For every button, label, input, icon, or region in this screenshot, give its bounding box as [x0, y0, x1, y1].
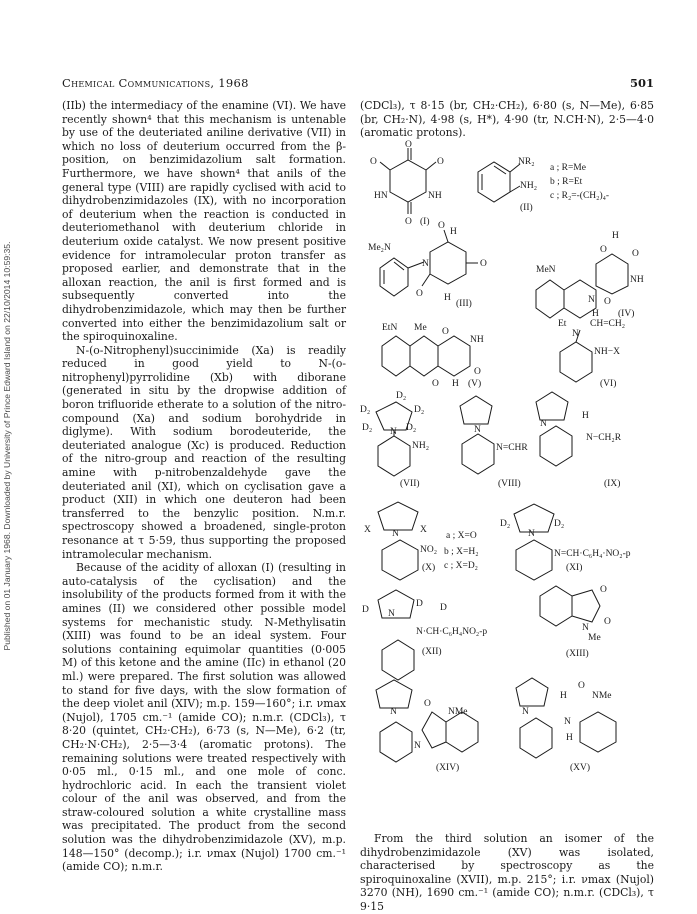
- right-column-top: [360, 99, 654, 140]
- compound-id: (I): [420, 217, 430, 227]
- journal-title: Chemical Communications, 1968: [62, 76, 249, 90]
- atom-label: N·CH·C₆H₄NO₂-p: [416, 627, 488, 637]
- atom-label: N: [522, 707, 529, 717]
- atom-label: D₂: [500, 519, 511, 529]
- atom-label: O: [432, 379, 439, 389]
- atom-label: N=CHR: [496, 443, 528, 453]
- atom-label: D: [416, 599, 423, 609]
- atom-label: O: [370, 157, 377, 167]
- paragraph-3: Because of the acidity of alloxan (I) (resulting in auto-catalysis of the cyclisation) and the insolubility of the products formed from it with the amines (II) we considered other possible model systems for mechanistic study. N-Methylisatin (XIII) was found to be an ideal system. Four solutions containing equimolar quantities (0·005 M) of this ketone and the amine (IIc) in ethanol (20 ml.) were prepared. The first solution was allowed to stand for five days, with the slow formation of the deep violet anil (XIV); m.p. 159—160°; i.r. νmax (Nujol), 1705 cm.⁻¹ (amide CO); n.m.r. (CDCl₃), τ 8·20 (quintet, CH₂·CH₂), 6·73 (s, N—Me), 6·2 (tr, CH₂·N·CH₂), 2·5—3·4 (aromatic protons). The remaining solutions were treated respectively with 0·05 ml., 0·15 ml., and one mole of conc. hydrochloric acid. In each the transient violet colour of the anil was observed, and from the straw-coloured solution a white crystalline mass was precipitated. The product from the second solution was the dihydrobenzimidazole (XV), m.p. 148—150° (decomp.); i.r. νmax (Nujol) 1700 cm.⁻¹ (amide CO); n.m.r.: [62, 561, 346, 874]
- compound-id: (III): [456, 299, 472, 309]
- compound-id: (XIII): [566, 649, 589, 659]
- page-number: 501: [629, 76, 654, 90]
- atom-label: Me: [414, 323, 427, 333]
- atom-label: O: [405, 217, 412, 227]
- structure-XV: [516, 678, 616, 773]
- atom-label: D₂: [406, 423, 417, 433]
- atom-label: NH: [630, 275, 644, 285]
- atom-label: N: [564, 717, 571, 727]
- atom-label: H: [592, 309, 599, 319]
- substituent-legend: a ; R=Me: [550, 163, 586, 173]
- atom-label: NH: [470, 335, 484, 345]
- atom-label: O: [437, 157, 444, 167]
- substituent-legend: a ; X=O: [446, 531, 477, 541]
- atom-label: N: [588, 295, 595, 305]
- atom-label: Et: [558, 319, 567, 329]
- atom-label: NH: [428, 191, 442, 201]
- atom-label: H: [444, 293, 451, 303]
- substituent-legend: c ; R₂=-(CH₂)₄-: [550, 191, 610, 201]
- atom-label: O: [405, 140, 412, 150]
- structure-XIV: [376, 680, 478, 773]
- structure-X: [364, 502, 479, 580]
- structure-figure: [360, 140, 656, 872]
- substituent-legend: b ; R=Et: [550, 177, 583, 187]
- atom-label: O: [600, 585, 607, 595]
- structure-VIII: [460, 396, 528, 489]
- atom-label: N−CH₂R: [586, 433, 622, 443]
- atom-label: NO₂: [420, 545, 438, 555]
- atom-label: H: [450, 227, 457, 237]
- atom-label: O: [604, 617, 611, 627]
- atom-label: NH−X: [594, 347, 620, 357]
- atom-label: O: [424, 699, 431, 709]
- atom-label: EtN: [382, 323, 398, 333]
- right-column-bottom: [360, 832, 654, 914]
- structure-IX: [536, 392, 622, 489]
- compound-id: (XV): [570, 763, 591, 773]
- nmr-continuation: (CDCl₃), τ 8·15 (br, CH₂·CH₂), 6·80 (s, N—Me), 6·85 (br, CH₂·N), 4·98 (s, H*), 4·90 (tr, N.CH·N), 2·5—4·0 (aromatic protons).: [360, 99, 654, 140]
- paragraph-xv-isomer: From the third solution an isomer of the dihydrobenzimidazole (XV) was isolated, characterised by spectroscopy as the spiroquinoxaline (XVII), m.p. 215°; i.r. νmax (Nujol) 3270 (NH), 1690 cm.⁻¹ (amide CO); n.m.r. (CDCl₃), τ 9·15: [360, 832, 654, 913]
- atom-label: CH=CH₂: [590, 319, 626, 329]
- compound-id: (XII): [422, 647, 442, 657]
- atom-label: N: [388, 609, 395, 619]
- atom-label: D: [440, 603, 447, 613]
- paragraph-2: N-(o-Nitrophenyl)succinimide (Xa) is readily reduced in good yield to N-(o-nitrophenyl)pyrrolidine (Xb) with diborane (generated in situ by the dropwise addition of boron trifluoride etherate to a solution of the nitro-compound (Xa) and sodium borohydride in diglyme). With sodium borodeuteride, the deuteriated analogue (Xc) is produced. Reduction of the nitro-group and reaction of the resulting amine with p-nitrobenzaldehyde gave the deuteriated anil (XI), which on cyclisation gave a product (XII) in which one deuteron had been transferred to the benzylic position. N.m.r. spectroscopy showed a broadened, single-proton resonance at τ 5·59, thus supporting the proposed intramolecular mechanism.: [62, 343, 346, 561]
- atom-label: D₂: [396, 391, 407, 401]
- atom-label: Me: [588, 633, 601, 643]
- atom-label: N: [572, 329, 579, 339]
- atom-label: N: [422, 259, 429, 269]
- compound-id: (VIII): [498, 479, 521, 489]
- atom-label: H: [560, 691, 567, 701]
- compound-id: (IX): [604, 479, 621, 489]
- compound-id: (XIV): [436, 763, 460, 773]
- compound-id: (IV): [618, 309, 635, 319]
- atom-label: D₂: [414, 405, 425, 415]
- atom-label: H: [566, 733, 573, 743]
- atom-label: D₂: [362, 423, 373, 433]
- structure-XIII: [540, 585, 611, 659]
- compound-id: (VII): [400, 479, 420, 489]
- atom-label: NH₂: [412, 441, 430, 451]
- atom-label: N: [474, 425, 481, 435]
- compound-id: (VI): [600, 379, 617, 389]
- atom-label: N: [414, 741, 421, 751]
- atom-label: N: [540, 419, 547, 429]
- atom-label: O: [604, 297, 611, 307]
- atom-label: NMe: [448, 707, 468, 717]
- atom-label: HN: [374, 191, 388, 201]
- substituent-legend: c ; X=D₂: [444, 561, 478, 571]
- atom-label: O: [474, 367, 481, 377]
- left-column: [62, 99, 346, 874]
- atom-label: O: [632, 249, 639, 259]
- structure-XII: [362, 590, 487, 680]
- structure-I: [370, 140, 444, 227]
- atom-label: D₂: [554, 519, 565, 529]
- structure-III: [368, 221, 487, 309]
- compound-id: (X): [422, 563, 436, 573]
- atom-label: O: [480, 259, 487, 269]
- page-header: [62, 76, 654, 92]
- atom-label: NMe: [592, 691, 612, 701]
- atom-label: N: [392, 529, 399, 539]
- atom-label: D: [362, 605, 369, 615]
- structure-IV: [536, 231, 644, 319]
- atom-label: N: [582, 623, 589, 633]
- provenance-note: Published on 01 January 1968. Downloaded by University of Prince Edward Island on 22/10/2014 10:59:35.: [2, 241, 12, 651]
- compound-id: (XI): [566, 563, 583, 573]
- structure-XI: [500, 504, 631, 580]
- atom-label: X: [364, 525, 371, 535]
- atom-label: H: [612, 231, 619, 241]
- atom-label: O: [578, 681, 585, 691]
- substituent-legend: b ; X=H₂: [444, 547, 479, 557]
- atom-label: O: [438, 221, 445, 231]
- atom-label: N: [390, 427, 397, 437]
- atom-label: O: [416, 289, 423, 299]
- atom-label: H: [452, 379, 459, 389]
- paragraph-1: (IIb) the intermediacy of the enamine (VI). We have recently shown⁴ that this mechanism is untenable by use of the deuteriated aniline derivative (VII) in which no loss of deuterium occurred from the β-position, on benzimidazolium salt formation. Furthermore, we have shown⁴ that anils of the general type (VIII) are rapidly cyclised with acid to dihydrobenzimidazoles (IX), with no incorporation of deuterium when the reaction is conducted in deuteriomethanol with deuterium chloride in deuterium oxide catalyst. We now present positive evidence for intramolecular proton transfer as proposed earlier, and demonstrate that in the alloxan reaction, the anil is first formed and is subsequently converted into the dihydrobenzimidazole, which may then be further converted into either the benzimidazolium salt or the spiroquinoxaline.: [62, 99, 346, 344]
- compound-id: (V): [468, 379, 482, 389]
- atom-label: MeN: [536, 265, 556, 275]
- structure-VII: [360, 391, 429, 489]
- atom-label: N: [528, 529, 535, 539]
- atom-label: N: [390, 707, 397, 717]
- atom-label: H: [582, 411, 589, 421]
- structure-VI: [558, 319, 625, 389]
- atom-label: NR₂: [518, 157, 535, 167]
- atom-label: N=CH·C₆H₄·NO₂-p: [554, 549, 631, 559]
- structure-II: [478, 157, 609, 213]
- atom-label: NH₂: [520, 181, 538, 191]
- compound-id: (II): [520, 203, 533, 213]
- atom-label: Me₂N: [368, 243, 391, 253]
- atom-label: O: [442, 327, 449, 337]
- atom-label: X: [420, 525, 427, 535]
- structure-V: [382, 323, 484, 389]
- atom-label: O: [600, 245, 607, 255]
- atom-label: D₂: [360, 405, 371, 415]
